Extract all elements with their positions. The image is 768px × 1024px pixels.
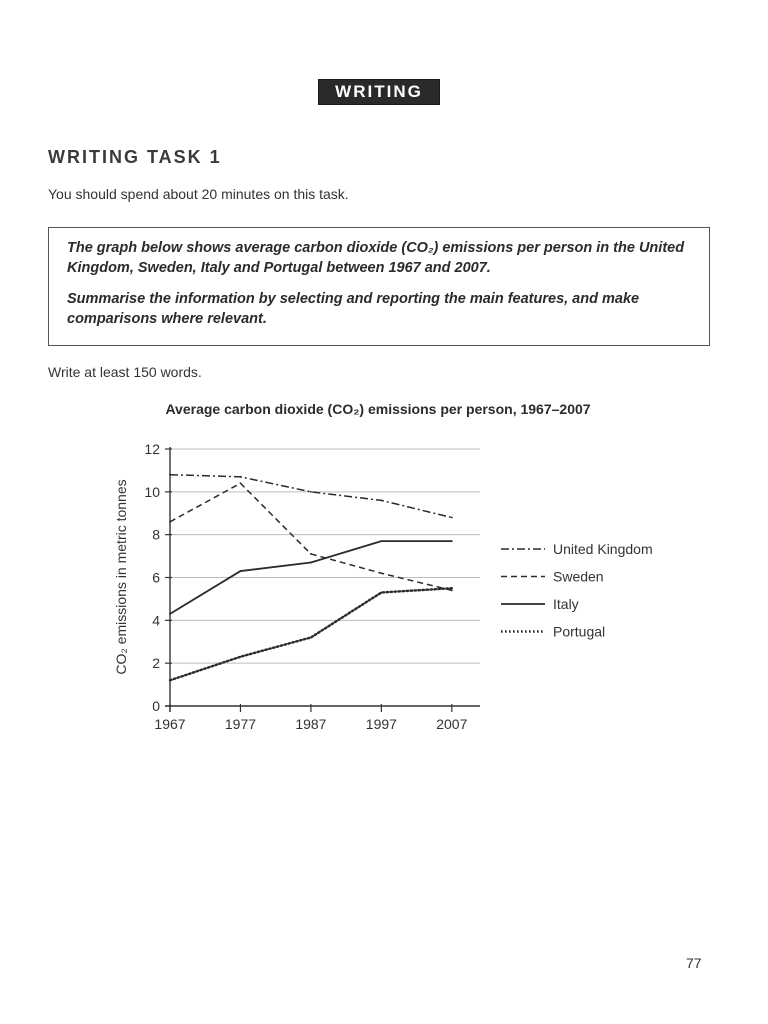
- legend-label: Portugal: [553, 623, 606, 640]
- x-tick-label: 1967: [154, 716, 186, 732]
- task-heading: WRITING TASK 1: [48, 147, 222, 167]
- data-point: [310, 562, 312, 564]
- data-point: [310, 637, 312, 639]
- y-tick-label: 8: [152, 526, 160, 543]
- page-number: 77: [686, 955, 702, 971]
- word-count-instruction: Write at least 150 words.: [48, 364, 202, 380]
- data-point: [380, 500, 382, 502]
- data-point: [240, 570, 242, 572]
- y-axis-label: CO₂ emissions in metric tonnes: [113, 479, 129, 675]
- data-point: [169, 521, 171, 523]
- data-point: [240, 482, 242, 484]
- chart-title: Average carbon dioxide (CO₂) emissions per person, 1967–2007: [165, 401, 591, 417]
- data-point: [451, 517, 453, 519]
- legend-label: United Kingdom: [553, 541, 653, 557]
- task-prompt-instruction: Summarise the information by selecting and reporting the main features, and make comparisons where relevant.: [67, 291, 640, 327]
- x-tick-label: 1977: [224, 716, 257, 732]
- legend-label: Italy: [553, 596, 579, 612]
- data-point: [380, 592, 382, 594]
- data-point: [240, 476, 242, 478]
- data-point: [169, 679, 171, 681]
- data-point: [240, 656, 242, 658]
- section-banner: WRITING: [318, 79, 440, 105]
- series-line-portugal: [170, 588, 452, 680]
- x-tick-label: 1997: [365, 716, 397, 732]
- grid-lines: [170, 449, 480, 663]
- data-point: [169, 474, 171, 476]
- task-prompt-description: The graph below shows average carbon dioxide (CO₂) emissions per person in the United Kingdom, Sweden, Italy and Portugal between 1967 and 2007.: [67, 240, 685, 276]
- data-point: [169, 613, 171, 615]
- y-tick-label: 2: [152, 655, 160, 672]
- axes: [144, 441, 480, 732]
- y-tick-label: 0: [152, 698, 160, 714]
- y-tick-label: 6: [152, 569, 160, 586]
- y-tick-label: 12: [144, 441, 160, 457]
- legend: [501, 541, 653, 640]
- series-line-sweden: [170, 483, 452, 590]
- data-point: [380, 572, 382, 574]
- x-tick-label: 2007: [436, 716, 468, 732]
- time-instruction: You should spend about 20 minutes on this task.: [48, 186, 349, 202]
- data-point: [310, 553, 312, 555]
- data-point: [451, 589, 453, 591]
- y-tick-label: 10: [144, 483, 160, 500]
- data-point: [451, 540, 453, 542]
- data-point: [451, 587, 453, 589]
- series-line-united-kingdom: [170, 475, 452, 518]
- y-tick-label: 4: [152, 612, 160, 629]
- data-point: [380, 540, 382, 542]
- x-tick-label: 1987: [295, 716, 327, 732]
- data-point: [310, 491, 312, 493]
- legend-label: Sweden: [553, 568, 604, 585]
